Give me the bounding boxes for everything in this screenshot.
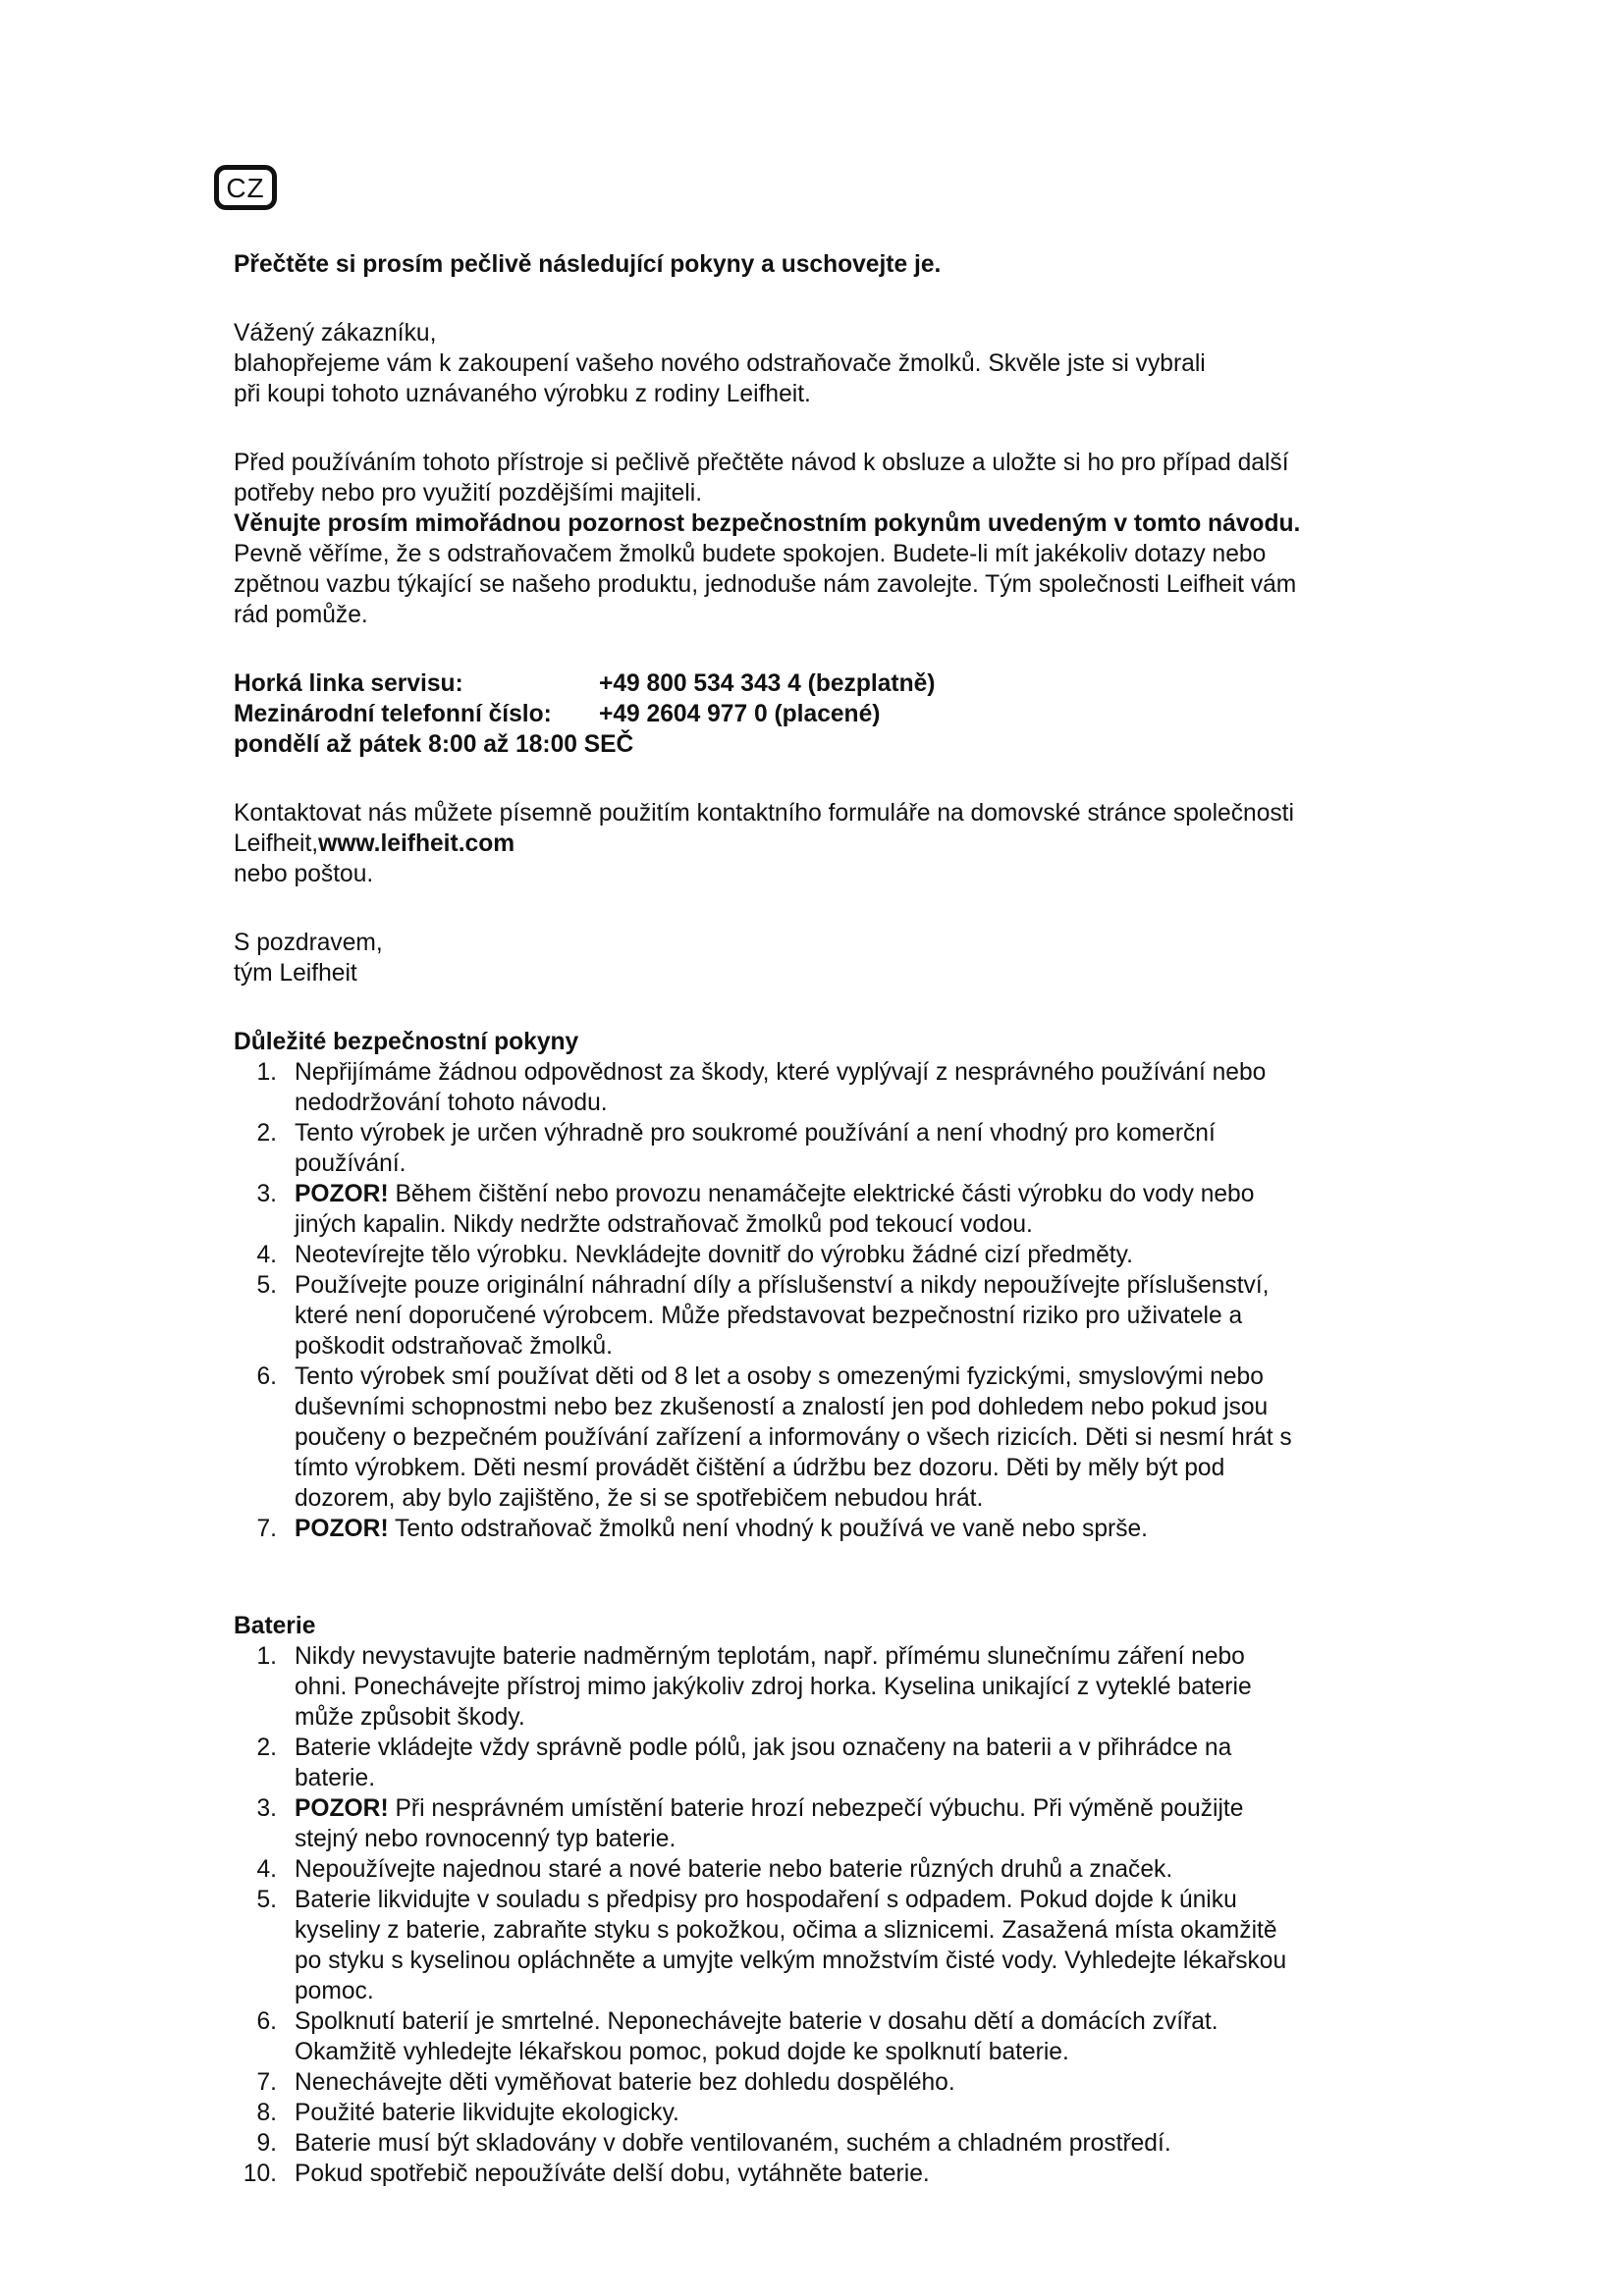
list-item-line [295, 2067, 1412, 2098]
document-body [234, 249, 1412, 2189]
list-item-text [295, 1885, 1412, 2006]
contact-line: nebo poštou. [234, 861, 374, 887]
list-item-line [295, 2128, 1412, 2159]
service-hotline-value: +49 800 534 343 4 (bezplatně) [599, 670, 936, 697]
list-item-line [295, 1422, 1412, 1453]
list-item-number: 1. [256, 1643, 277, 1670]
list-item [234, 1854, 1412, 1885]
safety-heading: Důležité bezpečnostní pokyny [234, 1029, 579, 1055]
list-item-line [295, 1702, 1412, 1733]
list-item [234, 2159, 1412, 2189]
list-item-line-text: Tento výrobek smí používat děti od 8 let a osoby s omezenými fyzickými, smyslovými nebo [295, 1363, 1264, 1390]
safety-list [234, 1057, 1412, 1544]
list-item-number: 5. [256, 1272, 277, 1299]
list-item-line-text: Nepoužívejte najednou staré a nové baterie nebo baterie různých druhů a značek. [295, 1856, 1173, 1883]
list-item-line-text: používání. [295, 1150, 406, 1177]
list-item-line-text: Okamžitě vyhledejte lékařskou pomoc, pokud dojde ke spolknutí baterie. [295, 2039, 1069, 2065]
list-item [234, 1641, 1412, 1733]
list-item [234, 2128, 1412, 2159]
paragraph-line: zpětnou vazbu týkající se našeho produktu, jednoduše nám zavolejte. Tým společnosti Leifheit vám [234, 571, 1297, 598]
list-item [234, 1240, 1412, 1270]
list-item-line [295, 2098, 1412, 2128]
list-item-line [295, 1854, 1412, 1885]
list-item-line-text: Nenechávejte děti vyměňovat baterie bez dohledu dospělého. [295, 2069, 955, 2096]
list-item-number: 7. [256, 2069, 277, 2096]
list-item-line-text: po styku s kyselinou opláchněte a umyjte velkým množstvím čisté vody. Vyhledejte lékařskou [295, 1948, 1287, 1974]
list-item [234, 1362, 1412, 1514]
paragraph-line: Pevně věříme, že s odstraňovačem žmolků budete spokojen. Budete-li mít jakékoliv dotazy nebo [234, 541, 1267, 567]
list-item [234, 1733, 1412, 1793]
list-item-line-text: ohni. Ponechávejte přístroj mimo jakýkoliv zdroj horka. Kyselina unikající z vyteklé baterie [295, 1674, 1252, 1700]
list-item-line-text: Použité baterie likvidujte ekologicky. [295, 2100, 679, 2126]
international-phone-row [234, 699, 1412, 729]
list-item-number: 6. [256, 1363, 277, 1390]
intro-line-1: blahopřejeme vám k zakoupení vašeho nového odstraňovače žmolků. Skvěle jste si vybrali [234, 350, 1206, 377]
list-item-text [295, 1854, 1412, 1885]
list-item-line [295, 1088, 1412, 1118]
list-item-number: 4. [256, 1242, 277, 1268]
list-item [234, 1118, 1412, 1179]
list-item-text [295, 1240, 1412, 1270]
contact-prefix: Leifheit, [234, 830, 319, 857]
list-item-line [295, 1331, 1412, 1362]
list-item-line [295, 1148, 1412, 1179]
closing-team: tým Leifheit [234, 960, 357, 987]
list-item [234, 1514, 1412, 1544]
list-item-line [295, 1301, 1412, 1331]
safety-attention-note: Věnujte prosím mimořádnou pozornost bezpečnostním pokynům uvedeným v tomto návodu. [234, 510, 1301, 537]
list-item-line-text: kyseliny z baterie, zabraňte styku s pokožkou, očima a sliznicemi. Zasažená místa okamžitě [295, 1917, 1277, 1944]
international-phone-label: Mezinárodní telefonní číslo: [234, 701, 552, 727]
list-item-text [295, 1793, 1412, 1854]
service-hotline-label: Horká linka servisu: [234, 670, 463, 697]
list-item-number: 3. [256, 1181, 277, 1207]
service-hotline-row [234, 668, 1412, 699]
list-item-line-text: Baterie vkládejte vždy správně podle pólů, jak jsou označeny na baterii a v přihrádce na [295, 1735, 1232, 1761]
list-item-line [295, 1118, 1412, 1148]
list-item-line-text: Při nesprávném umístění baterie hrozí nebezpečí výbuchu. Při výměně použijte [388, 1795, 1244, 1822]
list-item-text [295, 2006, 1412, 2067]
list-item [234, 1179, 1412, 1240]
warning-label: POZOR! [295, 1795, 389, 1822]
list-item-number: 2. [256, 1120, 277, 1147]
list-item-line-text: Během čištění nebo provozu nenamáčejte elektrické části výrobku do vody nebo [388, 1181, 1255, 1207]
list-item-text [295, 1057, 1412, 1118]
list-item-line-text: Spolknutí baterií je smrtelné. Neponechávejte baterie v dosahu dětí a domácích zvířat. [295, 2008, 1218, 2035]
list-item-line [295, 2159, 1412, 2189]
list-item-line [295, 1763, 1412, 1793]
list-item-line [295, 1392, 1412, 1422]
list-item-line-text: může způsobit škody. [295, 1704, 525, 1731]
list-item-number: 8. [256, 2100, 277, 2126]
list-item-line-text: Nepřijímáme žádnou odpovědnost za škody, které vyplývají z nesprávného používání nebo [295, 1059, 1267, 1086]
list-item-line-text: Tento výrobek je určen výhradně pro soukromé používání a není vhodný pro komerční [295, 1120, 1216, 1147]
list-item-text [295, 2128, 1412, 2159]
list-item-line-text: Tento odstraňovač žmolků není vhodný k používá ve vaně nebo sprše. [388, 1516, 1148, 1542]
list-item-number: 10. [243, 2161, 277, 2187]
list-item-line [295, 2037, 1412, 2067]
contact-line: Kontaktovat nás můžete písemně použitím kontaktního formuláře na domovské stránce společnosti [234, 800, 1294, 827]
list-item [234, 1057, 1412, 1118]
website-link[interactable]: www.leifheit.com [318, 830, 515, 857]
list-item-text [295, 1118, 1412, 1179]
list-item-line [295, 1976, 1412, 2006]
list-item-text [295, 1179, 1412, 1240]
list-item-line-text: dozorem, aby bylo zajištěno, že si se spotřebičem nebudou hrát. [295, 1485, 984, 1512]
paragraph-line: potřeby nebo pro využití pozdějšími majiteli. [234, 480, 703, 507]
list-item-line [295, 1793, 1412, 1824]
international-phone-value: +49 2604 977 0 (placené) [599, 701, 881, 727]
list-item-text [295, 1362, 1412, 1514]
list-item-line-text: jiných kapalin. Nikdy nedržte odstraňovač žmolků pod tekoucí vodou. [295, 1211, 1033, 1238]
list-item-text [295, 1514, 1412, 1544]
list-item-line [295, 1270, 1412, 1301]
list-item-number: 2. [256, 1735, 277, 1761]
list-item-line-text: Používejte pouze originální náhradní díly a příslušenství a nikdy nepoužívejte příslušenství, [295, 1272, 1270, 1299]
list-item-text [295, 2067, 1412, 2098]
list-item-line [295, 1824, 1412, 1854]
list-item-number: 7. [256, 1516, 277, 1542]
list-item-line [295, 1179, 1412, 1209]
list-item-line [295, 1240, 1412, 1270]
list-item-line [295, 1453, 1412, 1483]
paragraph-line: Před používáním tohoto přístroje si pečlivě přečtěte návod k obsluze a uložte si ho pro případ další [234, 450, 1289, 476]
list-item-line-text: poučeny o bezpečném používání zařízení a informovány o všech rizicích. Děti si nesmí hrát s [295, 1424, 1292, 1451]
list-item-number: 3. [256, 1795, 277, 1822]
warning-label: POZOR! [295, 1516, 389, 1542]
list-item [234, 1270, 1412, 1362]
list-item-text [295, 2159, 1412, 2189]
contact-line [234, 828, 1412, 859]
list-item-line-text: baterie. [295, 1765, 376, 1791]
list-item-line [295, 1057, 1412, 1088]
paragraph-line: rád pomůže. [234, 602, 368, 628]
list-item-line [295, 1672, 1412, 1702]
list-item-line [295, 1483, 1412, 1514]
list-item-number: 9. [256, 2130, 277, 2157]
list-item-line-text: Pokud spotřebič nepoužíváte delší dobu, vytáhněte baterie. [295, 2161, 930, 2187]
intro-line-2: při koupi tohoto uznávaného výrobku z rodiny Leifheit. [234, 381, 811, 407]
list-item-line [295, 1733, 1412, 1763]
list-item-line [295, 1885, 1412, 1915]
closing-regards: S pozdravem, [234, 930, 383, 956]
list-item-line-text: nedodržování tohoto návodu. [295, 1090, 608, 1116]
battery-heading: Baterie [234, 1613, 316, 1639]
list-item [234, 1793, 1412, 1854]
list-item [234, 2098, 1412, 2128]
warning-label: POZOR! [295, 1181, 389, 1207]
list-item-line-text: pomoc. [295, 1978, 374, 2004]
list-item-line-text: tímto výrobkem. Děti nesmí provádět čištění a údržbu bez dozoru. Děti by měly být pod [295, 1455, 1225, 1481]
list-item-line [295, 1641, 1412, 1672]
list-item-line [295, 1514, 1412, 1544]
list-item-number: 4. [256, 1856, 277, 1883]
list-item-text [295, 1733, 1412, 1793]
list-item-line [295, 2006, 1412, 2037]
list-item-line-text: duševními schopnostmi nebo bez zkušeností a znalostí jen pod dohledem nebo pokud jsou [295, 1394, 1269, 1420]
list-item-text [295, 2098, 1412, 2128]
list-item-line-text: Nikdy nevystavujte baterie nadměrným teplotám, např. přímému slunečnímu záření nebo [295, 1643, 1245, 1670]
list-item-line-text: Baterie likvidujte v souladu s předpisy pro hospodaření s odpadem. Pokud dojde k úniku [295, 1887, 1237, 1913]
greeting: Vážený zákazníku, [234, 320, 437, 347]
battery-list [234, 1641, 1412, 2189]
list-item [234, 2006, 1412, 2067]
list-item [234, 1885, 1412, 2006]
list-item [234, 2067, 1412, 2098]
list-item-line-text: poškodit odstraňovač žmolků. [295, 1333, 613, 1360]
list-item-number: 6. [256, 2008, 277, 2035]
list-item-text [295, 1641, 1412, 1733]
list-item-number: 1. [256, 1059, 277, 1086]
list-item-line-text: Baterie musí být skladovány v dobře ventilovaném, suchém a chladném prostředí. [295, 2130, 1171, 2157]
list-item-line [295, 1362, 1412, 1392]
list-item-line [295, 1915, 1412, 1946]
list-item-line [295, 1209, 1412, 1240]
list-item-number: 5. [256, 1887, 277, 1913]
service-hours: pondělí až pátek 8:00 až 18:00 SEČ [234, 731, 634, 758]
list-item-text [295, 1270, 1412, 1362]
list-item-line-text: které není doporučené výrobcem. Může představovat bezpečnostní riziko pro uživatele a [295, 1303, 1243, 1329]
list-item-line-text: stejný nebo rovnocenný typ baterie. [295, 1826, 677, 1852]
list-item-line-text: Neotevírejte tělo výrobku. Nevkládejte dovnitř do výrobku žádné cizí předměty. [295, 1242, 1133, 1268]
intro-title: Přečtěte si prosím pečlivě následující pokyny a uschovejte je. [234, 251, 942, 278]
language-badge: CZ [214, 165, 277, 210]
list-item-line [295, 1946, 1412, 1976]
